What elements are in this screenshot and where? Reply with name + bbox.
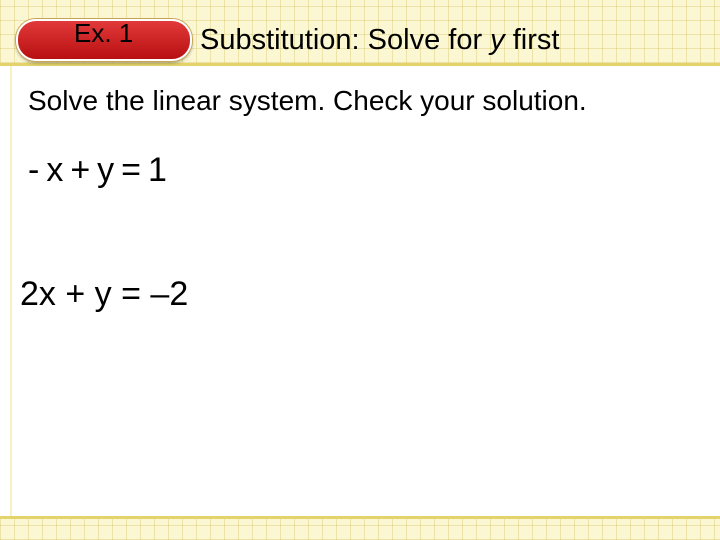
left-margin-rule [10,66,12,516]
footer-band [0,516,720,540]
equation-2: 2x + y = –2 [20,275,189,313]
example-label: Ex. 1 [74,18,134,48]
equation-1: -x+y=1 [28,151,174,189]
title-suffix: first [504,24,560,56]
title-variable: y [490,24,505,56]
title-prefix: Substitution: Solve for [200,24,491,56]
instruction-text: Solve the linear system. Check your solution. [28,85,587,116]
slide-title [200,22,559,58]
